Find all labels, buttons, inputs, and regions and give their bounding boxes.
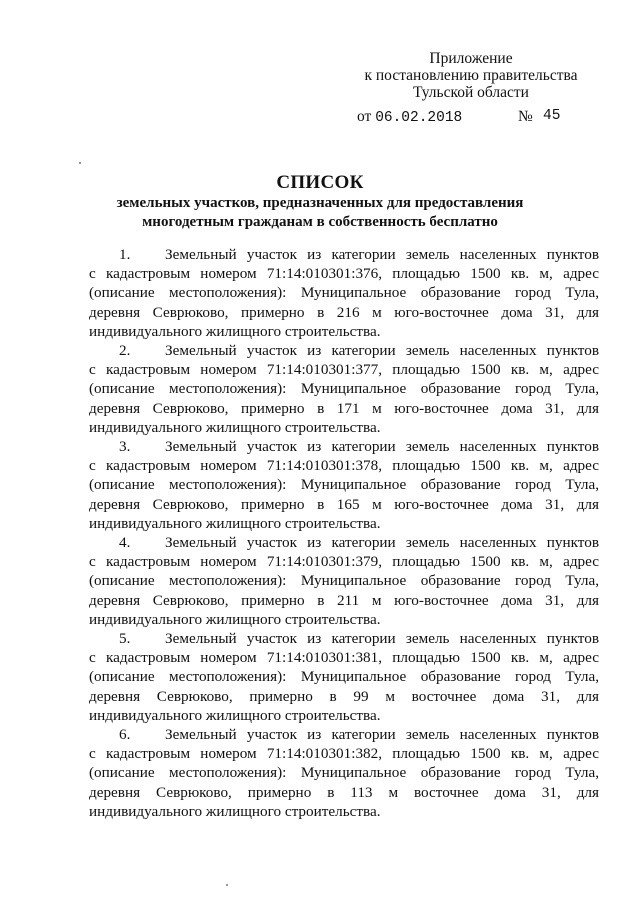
list-item xyxy=(89,341,599,437)
list-item-line xyxy=(89,629,599,648)
list-item-line: (описание местоположения): Муниципальное образование город Тула, xyxy=(89,284,599,302)
list-item-number: 6. xyxy=(119,726,131,744)
appendix-block xyxy=(340,50,602,101)
list-item xyxy=(89,533,599,629)
list-item-line: индивидуального жилищного строительства. xyxy=(89,706,381,724)
list-item-number: 5. xyxy=(119,630,131,648)
list-item-line: (описание местоположения): Муниципальное образование город Тула, xyxy=(89,476,599,494)
document-subtitle xyxy=(60,194,580,232)
list-item xyxy=(89,725,599,821)
list-item-line: (описание местоположения): Муниципальное образование город Тула, xyxy=(89,572,599,590)
list-item-line: с кадастровым номером 71:14:010301:376, площадью 1500 кв. м, адрес xyxy=(89,265,599,283)
resolution-number-label: № xyxy=(518,108,533,125)
list-item-text: Земельный участок из категории земель населенных пунктов xyxy=(165,438,599,456)
list-item-line: деревня Севрюково, примерно в 211 м юго-восточнее дома 31, для xyxy=(89,591,599,609)
list-item xyxy=(89,245,599,341)
subtitle-line-1: земельных участков, предназначенных для предоставления xyxy=(116,195,524,211)
list-item-line xyxy=(89,245,599,264)
appendix-line-3: Тульской области xyxy=(413,84,529,101)
list-item-number: 1. xyxy=(119,246,131,263)
list-item-line: (описание местоположения): Муниципальное образование город Тула, xyxy=(89,380,599,398)
resolution-date: 06.02.2018 xyxy=(375,110,463,126)
list-item-line: деревня Севрюково, примерно в 165 м юго-восточнее дома 31, для xyxy=(89,495,599,513)
date-from-label: от xyxy=(357,108,372,125)
list-item xyxy=(89,437,599,533)
list-item-line: с кадастровым номером 71:14:010301:382, площадью 1500 кв. м, адрес xyxy=(89,745,599,763)
list-item-line: индивидуального жилищного строительства. xyxy=(89,514,381,532)
list-item-line xyxy=(89,725,599,744)
land-plot-list xyxy=(89,245,599,821)
appendix-line-1: Приложение xyxy=(429,50,513,67)
list-item-text: Земельный участок из категории земель населенных пунктов xyxy=(165,246,599,263)
appendix-line-2: к постановлению правительства xyxy=(364,67,578,84)
list-item-line: с кадастровым номером 71:14:010301:379, площадью 1500 кв. м, адрес xyxy=(89,553,599,571)
list-item-line: индивидуального жилищного строительства. xyxy=(89,322,381,340)
list-item-line: с кадастровым номером 71:14:010301:378, площадью 1500 кв. м, адрес xyxy=(89,457,599,475)
resolution-number: 45 xyxy=(543,108,561,124)
list-item-line: индивидуального жилищного строительства. xyxy=(89,418,381,436)
scan-speck xyxy=(79,162,81,164)
list-item-line: (описание местоположения): Муниципальное образование город Тула, xyxy=(89,668,599,686)
list-item-text: Земельный участок из категории земель населенных пунктов xyxy=(165,534,599,552)
list-item-line xyxy=(89,533,599,552)
list-item-number: 3. xyxy=(119,438,131,456)
list-item-line: индивидуального жилищного строительства. xyxy=(89,802,381,820)
list-item-number: 2. xyxy=(119,342,131,360)
list-item-line: (описание местоположения): Муниципальное образование город Тула, xyxy=(89,764,599,782)
list-item-line: с кадастровым номером 71:14:010301:377, площадью 1500 кв. м, адрес xyxy=(89,361,599,379)
scan-speck xyxy=(226,884,228,886)
list-item-text: Земельный участок из категории земель населенных пунктов xyxy=(165,726,599,744)
list-item-line: индивидуального жилищного строительства. xyxy=(89,610,381,628)
resolution-dateline xyxy=(357,108,597,126)
document-title: СПИСОК xyxy=(276,172,364,193)
list-item-text: Земельный участок из категории земель населенных пунктов xyxy=(165,342,599,360)
list-item-line xyxy=(89,437,599,456)
list-item-text: Земельный участок из категории земель населенных пунктов xyxy=(165,630,599,648)
list-item-line xyxy=(89,341,599,360)
subtitle-line-2: многодетным гражданам в собственность бесплатно xyxy=(142,214,498,230)
list-item-line: деревня Севрюково, примерно в 171 м юго-восточнее дома 31, для xyxy=(89,399,599,417)
list-item-line: с кадастровым номером 71:14:010301:381, площадью 1500 кв. м, адрес xyxy=(89,649,599,667)
list-item-line: деревня Севрюково, примерно в 216 м юго-восточнее дома 31, для xyxy=(89,303,599,321)
list-item-line: деревня Севрюково, примерно в 99 м восточнее дома 31, для xyxy=(89,687,599,705)
list-item-line: деревня Севрюково, примерно в 113 м восточнее дома 31, для xyxy=(89,783,599,801)
list-item xyxy=(89,629,599,725)
list-item-number: 4. xyxy=(119,534,131,552)
